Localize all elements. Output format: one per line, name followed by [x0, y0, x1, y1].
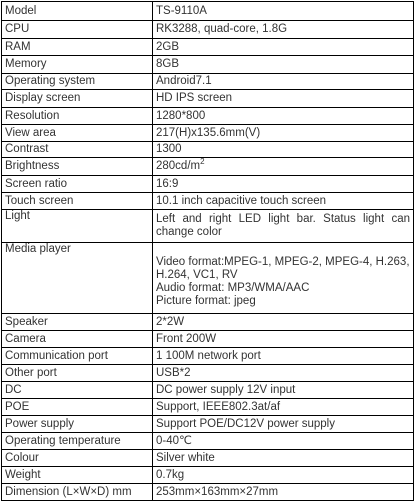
table-row: [2, 348, 414, 365]
spec-value: 1280*800: [153, 108, 414, 125]
spec-value: TS-9110A: [153, 2, 414, 21]
spec-value: RK3288, quad-core, 1.8G: [153, 21, 414, 39]
spec-label: Light: [2, 210, 153, 243]
media-picture-format: Picture format: jpeg: [156, 295, 256, 307]
spec-value: Front 200W: [153, 331, 414, 348]
table-row: [2, 399, 414, 416]
spec-label: Media player: [2, 243, 153, 314]
spec-label: Communication port: [2, 348, 153, 365]
spec-label: Resolution: [2, 108, 153, 125]
table-row: [2, 56, 414, 74]
spec-label: RAM: [2, 39, 153, 56]
table-row: [2, 416, 414, 433]
spec-value: USB*2: [153, 365, 414, 382]
spec-label: Other port: [2, 365, 153, 382]
spec-label: Colour: [2, 450, 153, 467]
brightness-superscript: 2: [200, 157, 205, 167]
spec-label: Operating system: [2, 74, 153, 90]
spec-value: Left and right LED light bar. Status light can change color: [153, 210, 414, 243]
table-row: [2, 74, 414, 90]
spec-label: Memory: [2, 56, 153, 74]
table-row: [2, 365, 414, 382]
table-row: [2, 382, 414, 399]
spec-value: Support POE/DC12V power supply: [153, 416, 414, 433]
spec-label: Model: [2, 2, 153, 21]
table-row: [2, 484, 414, 501]
spec-value: Android7.1: [153, 74, 414, 90]
table-row: [2, 433, 414, 450]
spec-value: 0.7kg: [153, 467, 414, 484]
table-row: [2, 467, 414, 484]
spec-label: DC: [2, 382, 153, 399]
table-row: [2, 331, 414, 348]
table-row: [2, 39, 414, 56]
spec-label: Camera: [2, 331, 153, 348]
table-row: [2, 176, 414, 193]
spec-label: Brightness: [2, 158, 153, 176]
table-row: [2, 2, 414, 21]
spec-value: 1 100M network port: [153, 348, 414, 365]
table-row: [2, 142, 414, 158]
spec-value: [153, 243, 414, 314]
table-row: [2, 158, 414, 176]
media-audio-format: Audio format: MP3/WMA/AAC: [156, 282, 310, 294]
spec-value: 0-40℃: [153, 433, 414, 450]
brightness-value: 280cd/m: [156, 160, 201, 172]
spec-value: 1300: [153, 142, 414, 158]
spec-value: HD IPS screen: [153, 90, 414, 108]
table-row: [2, 243, 414, 314]
table-row: [2, 210, 414, 243]
spec-label: Weight: [2, 467, 153, 484]
table-row: [2, 125, 414, 142]
spec-label: Operating temperature: [2, 433, 153, 450]
spec-value: [153, 158, 414, 176]
spec-label: Speaker: [2, 314, 153, 331]
spec-value: 16:9: [153, 176, 414, 193]
spec-value: 2*2W: [153, 314, 414, 331]
spec-value: 10.1 inch capacitive touch screen: [153, 193, 414, 210]
spec-label: POE: [2, 399, 153, 416]
table-row: [2, 108, 414, 125]
spec-value: 8GB: [153, 56, 414, 74]
spec-table: [1, 1, 414, 501]
spec-label: CPU: [2, 21, 153, 39]
table-row: [2, 193, 414, 210]
table-row: [2, 90, 414, 108]
spec-value: 253mm×163mm×27mm: [153, 484, 414, 501]
spec-value: 2GB: [153, 39, 414, 56]
spec-value: 217(H)x135.6mm(V): [153, 125, 414, 142]
spec-value: Silver white: [153, 450, 414, 467]
table-row: [2, 450, 414, 467]
table-row: [2, 21, 414, 39]
spec-label: Dimension (L×W×D) mm: [2, 484, 153, 501]
spec-value: Support, IEEE802.3at/af: [153, 399, 414, 416]
spec-label: Screen ratio: [2, 176, 153, 193]
spec-label: View area: [2, 125, 153, 142]
spacer: [156, 243, 410, 256]
spec-value: DC power supply 12V input: [153, 382, 414, 399]
spec-label: Display screen: [2, 90, 153, 108]
spec-label: Contrast: [2, 142, 153, 158]
table-row: [2, 314, 414, 331]
media-video-format: Video format:MPEG-1, MPEG-2, MPEG-4, H.263, H.264, VC1, RV: [156, 256, 410, 281]
spec-label: Touch screen: [2, 193, 153, 210]
spec-label: Power supply: [2, 416, 153, 433]
